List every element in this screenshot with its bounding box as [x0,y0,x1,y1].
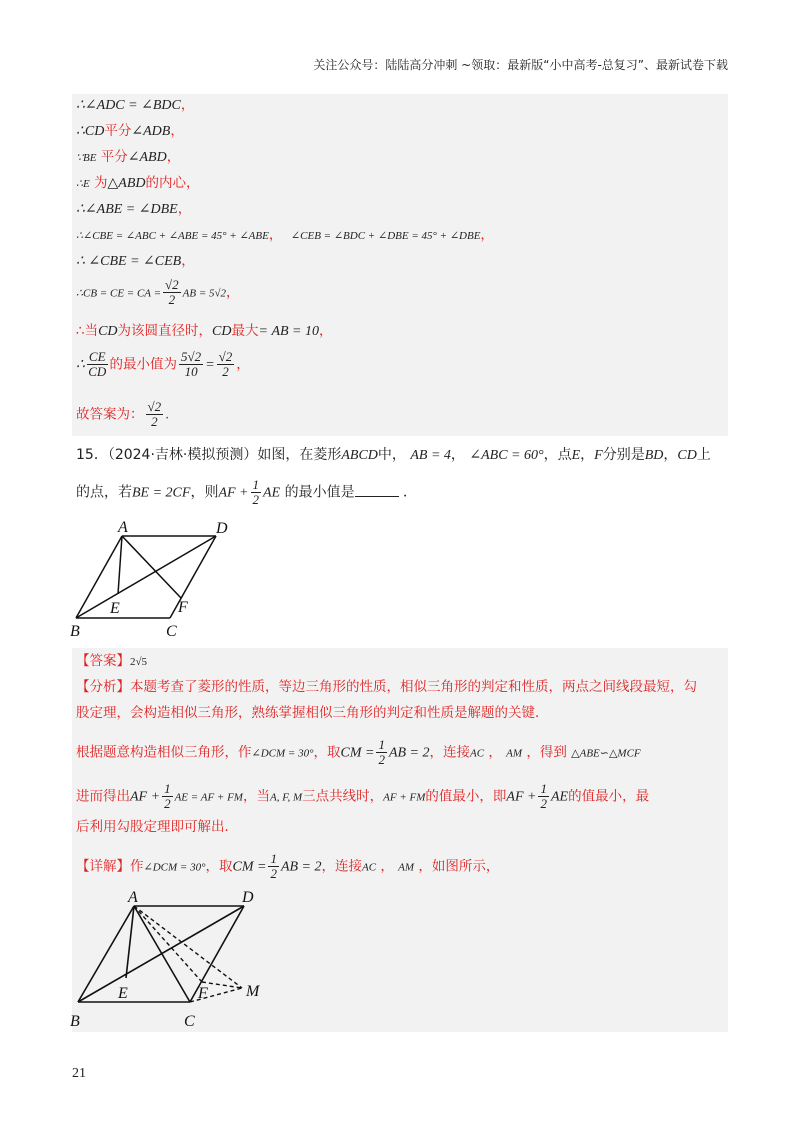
label-e: E [110,600,120,617]
rhombus-figure-1 [66,518,236,642]
segment-af [134,906,202,982]
label-a: A [118,519,128,536]
answer-line: 【答案】2√5 [76,653,148,669]
rhombus-figure-2 [66,884,286,1034]
label-c: C [166,623,177,640]
solution-line-8: ∴CB = CE = CA = $\frac{√2}{2}$ AB = 5√2， [76,277,240,307]
analysis-line-5: 后利用勾股定理即可解出． [76,819,238,835]
question-15-line-1: 15．（2024·吉林·模拟预测）如图，在菱形ABCD中， AB = 4， ∠ABC = 60°，点E，F分别是BD，CD上 [76,447,711,463]
answer-blank [355,484,399,497]
label-m: M [246,983,260,1000]
detail-line-1: 【详解】作∠DCM = 30°，取CM = $\frac{1}{2}$ AB = 2，连接AC ， AM ，如图所示， [76,851,500,881]
diagonal-bd [78,906,244,1002]
label-f: F [198,985,208,1002]
segment-ae [118,536,122,594]
label-b: B [70,623,80,640]
segment-ac [134,906,190,1002]
solution-line-9: ∴当CD为该圆直径时，CD最大= AB = 10， [76,323,333,339]
solution-line-2: ∴CD平分∠ADB， [76,123,184,139]
solution-line-10: ∴ $\frac{CE}{CD}$ 的最小值为 $\frac{5√2}{10}$ = $\frac{√2}{2}$ ， [76,349,250,379]
solution-line-11: 故答案为： $\frac{√2}{2}$ ． [76,399,179,429]
label-d: D [216,520,228,537]
solution-line-5: ∴∠ABE = ∠DBE， [76,201,192,217]
label-a: A [128,889,138,906]
question-15-line-2: 的点，若BE = 2CF，则AF + $\frac{1}{2}$ AE 的最小值是 ． [76,477,418,507]
diagonal-bd [76,536,216,618]
label-e: E [118,985,128,1002]
analysis-line-4: 进而得出AF + $\frac{1}{2}$ AE = AF + FM，当A, F, M三点共线时，AF + FM的值最小，即AF + $\frac{1}{2}$ AE的值最小，最 [76,781,650,811]
solution-line-6: ∴∠CBE = ∠ABC + ∠ABE = 45° + ∠ABE， ∠CEB = ∠BDC + ∠DBE = 45° + ∠DBE， [76,227,494,243]
edge-dc [170,536,216,618]
segment-am [134,906,242,988]
label-f: F [178,599,188,616]
label-b: B [70,1013,80,1030]
analysis-line-1: 【分析】本题考查了菱形的性质，等边三角形的性质，相似三角形的判定和性质，两点之间线段最短，勾 [76,679,697,695]
solution-line-7: ∴ ∠CBE = ∠CEB， [76,253,195,269]
segment-af [122,536,181,598]
label-d: D [242,889,254,906]
page-header: 关注公众号：陆陆高分冲刺 ~领取：最新版“小中高考-总复习”、最新试卷下载 [313,58,728,72]
analysis-line-2: 股定理，会构造相似三角形，熟练掌握相似三角形的判定和性质是解题的关键． [76,705,549,721]
analysis-line-3: 根据题意构造相似三角形，作∠DCM = 30°，取CM = $\frac{1}{2}$ AB = 2，连接AC ， AM ，得到 △ABE∽△MCF [76,737,641,767]
solution-line-4: ∴E 为△ABD的内心， [76,175,200,191]
label-c: C [184,1013,195,1030]
solution-line-3: ∵BE 平分∠ABD， [76,149,181,165]
solution-line-1: ∴∠ADC = ∠BDC， [76,97,195,113]
page-number: 21 [72,1066,86,1081]
